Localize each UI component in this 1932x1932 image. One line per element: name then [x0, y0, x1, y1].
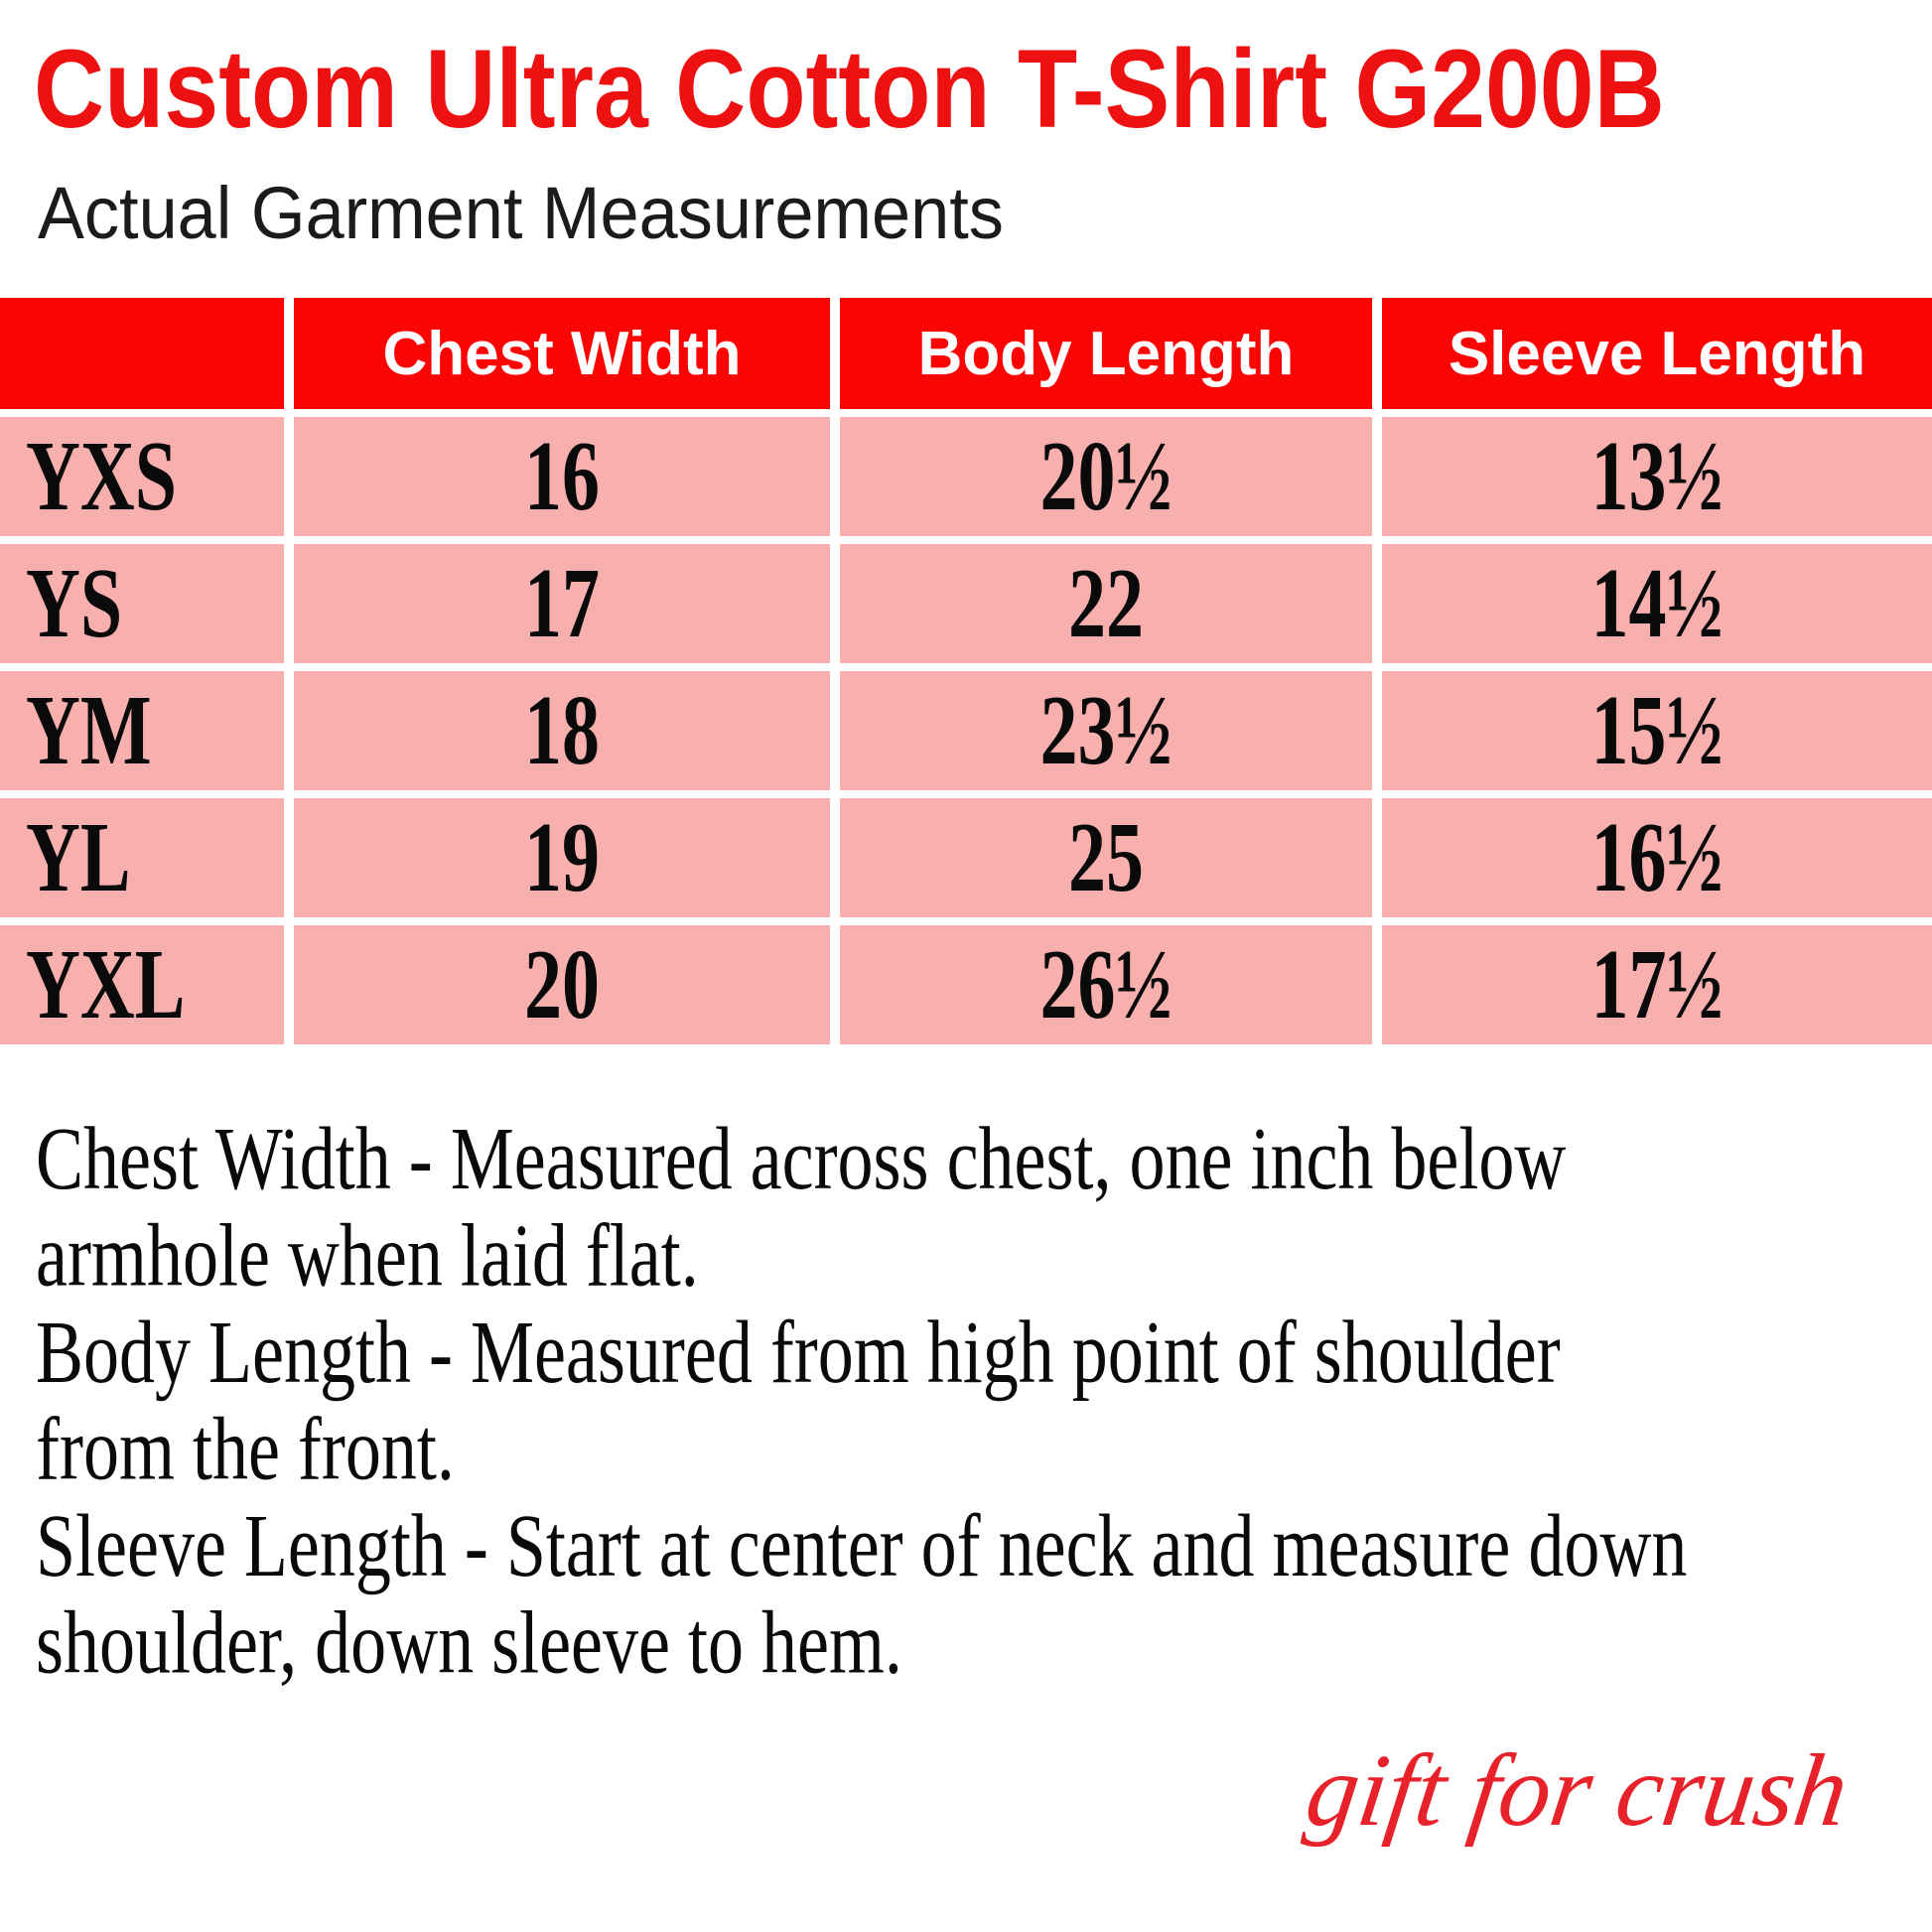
chest-width-cell — [294, 417, 830, 536]
size-label-cell — [0, 925, 284, 1044]
chest-width-cell — [294, 671, 830, 790]
note-chest-width-line-2: armhole when laid flat. — [36, 1205, 699, 1306]
chest-width-cell — [294, 544, 830, 663]
sleeve-length-value: 14½ — [1590, 547, 1724, 658]
size-label-cell — [0, 417, 284, 536]
size-label: YL — [26, 801, 131, 912]
chest-width-value: 16 — [524, 420, 600, 531]
size-label: YS — [26, 547, 123, 658]
header-cell-sleeve-length: Sleeve Length — [1382, 298, 1932, 409]
sleeve-length-cell — [1382, 544, 1932, 663]
header-cell-chest-width: Chest Width — [294, 298, 830, 409]
note-body-length-line-1: Body Length - Measured from high point of shoulder — [36, 1302, 1561, 1402]
size-label-cell — [0, 798, 284, 917]
sleeve-length-value: 17½ — [1590, 928, 1724, 1039]
note-body-length-line-2: from the front. — [36, 1399, 455, 1499]
body-length-value: 25 — [1068, 801, 1144, 912]
body-length-cell — [840, 671, 1372, 790]
size-table — [0, 298, 1932, 1044]
body-length-cell — [840, 925, 1372, 1044]
body-length-cell — [840, 798, 1372, 917]
measurement-notes — [36, 1110, 1922, 1691]
note-sleeve-length-line-2: shoulder, down sleeve to hem. — [36, 1592, 902, 1693]
chest-width-cell — [294, 925, 830, 1044]
size-label-cell — [0, 671, 284, 790]
size-label: YXL — [26, 928, 186, 1039]
chest-width-value: 18 — [524, 674, 600, 785]
sleeve-length-cell — [1382, 925, 1932, 1044]
note-sleeve-length-line-1: Sleeve Length - Start at center of neck and measure down — [36, 1495, 1688, 1595]
brand-signature: gift for crush — [1299, 1733, 1856, 1848]
chest-width-cell — [294, 798, 830, 917]
body-length-value: 20½ — [1039, 420, 1173, 531]
size-label-cell — [0, 544, 284, 663]
chest-width-value: 20 — [524, 928, 600, 1039]
sleeve-length-value: 16½ — [1590, 801, 1724, 912]
chest-width-value: 19 — [524, 801, 600, 912]
sleeve-length-cell — [1382, 798, 1932, 917]
body-length-value: 22 — [1068, 547, 1144, 658]
header-cell-blank — [0, 298, 284, 409]
sleeve-length-value: 13½ — [1590, 420, 1724, 531]
body-length-cell — [840, 544, 1372, 663]
page-title: Custom Ultra Cotton T-Shirt G200B — [34, 27, 1665, 151]
size-label: YM — [26, 674, 152, 785]
page-subtitle: Actual Garment Measurements — [38, 172, 1004, 254]
chest-width-value: 17 — [524, 547, 600, 658]
size-label: YXS — [26, 420, 178, 531]
sleeve-length-cell — [1382, 671, 1932, 790]
body-length-value: 23½ — [1039, 674, 1173, 785]
sleeve-length-value: 15½ — [1590, 674, 1724, 785]
body-length-cell — [840, 417, 1372, 536]
note-chest-width-line-1: Chest Width - Measured across chest, one inch below — [36, 1108, 1567, 1208]
body-length-value: 26½ — [1039, 928, 1173, 1039]
sleeve-length-cell — [1382, 417, 1932, 536]
header-cell-body-length: Body Length — [840, 298, 1372, 409]
